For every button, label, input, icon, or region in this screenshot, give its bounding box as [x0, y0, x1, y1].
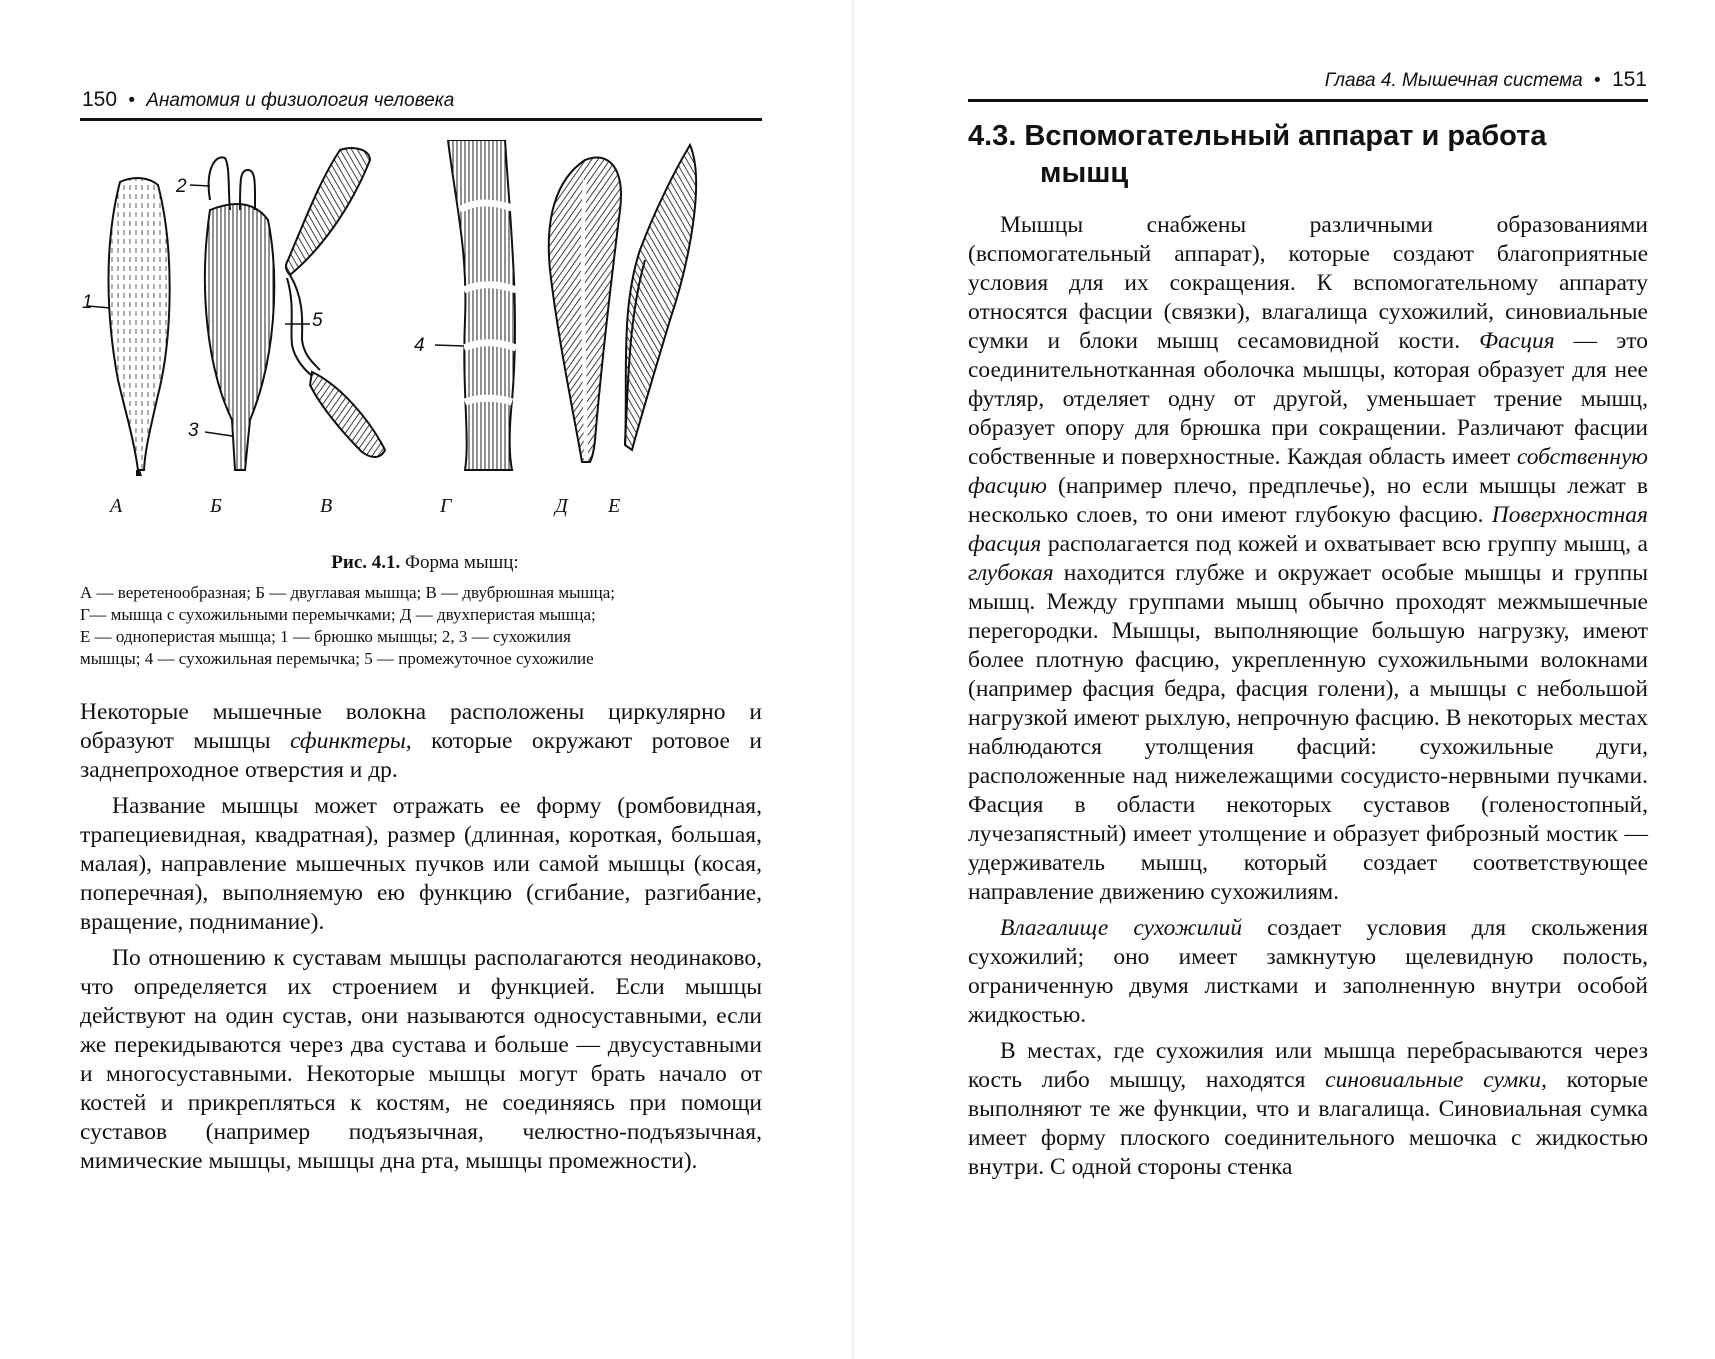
right-header-rule — [968, 99, 1648, 102]
figure-label-d: Д — [555, 495, 568, 517]
figure-label-e: Е — [608, 495, 621, 517]
paragraph — [968, 211, 1648, 907]
section-heading-line: 4.3. Вспомогательный аппарат и работа — [968, 120, 1547, 152]
left-header-title: Анатомия и физиология человека — [146, 90, 455, 111]
paragraph — [968, 1037, 1648, 1182]
italic-term: Фасция — [1479, 328, 1555, 354]
caption-legend — [80, 582, 770, 670]
text-run: находится глубже и окружает особые мышцы и группы мышц. Между группами мышц обычно проходят межмышечные перегородки. Мышцы, выполняющие большую нагрузку, имеют более плотную фасцию, укрепленную сухожильными волокнами (например фасция бедра, фасция голени), а мышцы с небольшой нагрузкой имеют рыхлую, непрочную фасцию. В некоторых местах наблюдаются утолщения фасций: сухожильные дуги, расположенные над нижележащими сосудисто-нервными пучками. Фасция в области некоторых суставов (голеностопный, лучезапястный) имеет утолщение и образует фиброзный мостик — удерживатель мышц, который создает соответствующее направление движению сухожилиям. — [968, 560, 1648, 905]
right-page — [860, 0, 1715, 1359]
paragraph — [968, 914, 1648, 1030]
caption-figure-title: Форма мышц: — [405, 552, 519, 573]
text-run: В местах, где сухожилия или мышца перебрасываются через кость либо мышцу, находятся — [968, 1038, 1648, 1093]
text-run: которые выполняют те же функции, что и влагалища. Синовиальная сумка имеет форму плоского соединительного мешочка с жидкостью внутри. С одной стороны стенка — [968, 1067, 1648, 1180]
text-run: располагается под кожей и охватывает всю группу мышц, а — [1041, 531, 1648, 557]
caption-line: А — веретенообразная; Б — двуглавая мышца; В — двубрюшная мышца; — [80, 583, 616, 602]
figure-number-4: 4 — [414, 335, 425, 356]
left-running-head — [82, 88, 454, 113]
left-page-number: 150 — [82, 88, 118, 111]
text-run: Некоторые мышечные волокна расположены циркулярно и образуют мышцы — [80, 699, 762, 754]
muscle-g-intersections — [448, 140, 516, 470]
paragraph: Название мышцы может отражать ее форму (ромбовидная, трапециевидная, квадратная), размер (длинная, короткая, большая, малая), направление мышечных пучков или самой мышцы (косая, поперечная), выполняемую ею функцию (сгибание, разгибание, вращение, поднимание). — [80, 793, 762, 935]
caption-line: Г— мышца с сухожильными перемычками; Д — двухперистая мышца; — [80, 605, 596, 624]
figure-number-2: 2 — [176, 176, 187, 197]
figure-label-g: Г — [440, 495, 452, 517]
right-header-title: Глава 4. Мышечная система — [1324, 70, 1583, 91]
section-heading — [968, 118, 1648, 192]
text-run: — это соединительнотканная оболочка мышцы, которая образует для нее футляр, отделяет одну от другой, уменьшает трение мышц, образует опору для брюшка при сокращении. Различают фасции собственные и поверхностные. Каждая область имеет — [968, 328, 1649, 470]
figure-label-b: Б — [210, 495, 222, 517]
pointer-3 — [205, 432, 232, 436]
italic-term: Влагалище сухожилий — [1000, 915, 1243, 941]
text-run: которые окружают ротовое и заднепроходное отверстия и др. — [80, 728, 762, 783]
text-run: Мышцы снабжены различными образованиями (вспомогательный аппарат), которые создают благоприятные условия для их сокращения. К вспомогательному аппарату относятся фасции (связки), влагалища сухожилий, синовиальные сумки и блоки мышц сесамовидной кости. — [968, 212, 1648, 354]
text-run: создает условия для скольжения сухожилий; оно имеет замкнутую щелевидную полость, ограниченную двумя листками и заполненную внутри особой жидкостью. — [968, 915, 1648, 1028]
italic-term: глубокая — [968, 560, 1054, 586]
left-header-bullet: • — [128, 90, 135, 111]
paragraph — [80, 698, 762, 785]
muscle-e-unipennate — [625, 145, 696, 450]
caption-line: мышцы; 4 — сухожильная перемычка; 5 — промежуточное сухожилие — [80, 649, 594, 668]
italic-term: собственную фасцию — [968, 444, 1648, 499]
section-heading-line: мышц — [1040, 157, 1129, 189]
figure-number-3: 3 — [188, 420, 199, 441]
italic-term: сфинктеры, — [290, 728, 412, 754]
left-body-text — [80, 698, 762, 1183]
figure-number-5: 5 — [312, 310, 323, 331]
right-body-text — [968, 211, 1648, 1189]
muscle-a-fusiform — [108, 178, 169, 476]
pointer-4 — [435, 345, 464, 346]
text-run: (например плечо, предплечье), но если мышцы лежат в несколько слоев, то они имеют глубокую фасцию. — [968, 473, 1648, 528]
caption-line: Е — одноперистая мышца; 1 — брюшко мышцы; 2, 3 — сухожилия — [80, 627, 571, 646]
right-running-head — [1325, 68, 1647, 93]
page-fold — [852, 0, 854, 1359]
left-header-rule — [80, 118, 762, 121]
caption-figure-ref: Рис. 4.1. — [331, 552, 401, 573]
right-page-number: 151 — [1611, 68, 1647, 91]
figure-label-a: А — [110, 495, 123, 517]
figure-label-v: В — [320, 495, 333, 517]
paragraph: По отношению к суставам мышцы располагаются неодинаково, что определяется их строением и функцией. Если мышцы действуют на один сустав, они называются односуставными, если же перекидываются через два сустава и больше — двусуставными и многосуставными. Некоторые мышцы могут брать начало от костей и прикрепляться к костям, не соединяясь при помощи суставов (например подъязычная, челюстно-подъязычная, мимические мышцы, мышцы дна рта, мышцы промежности). — [80, 945, 762, 1174]
italic-term: Поверхностная фасция — [968, 502, 1648, 557]
muscle-b-biceps — [205, 157, 274, 470]
muscle-v-digastric — [286, 148, 385, 457]
italic-term: синовиальные сумки, — [1325, 1067, 1547, 1093]
caption-title — [80, 552, 770, 574]
figure-number-1: 1 — [82, 292, 93, 313]
left-page — [0, 0, 850, 1359]
muscle-shapes-illustration — [80, 140, 770, 530]
right-header-bullet: • — [1594, 70, 1601, 91]
figure-caption — [80, 552, 770, 670]
muscle-d-bipennate — [549, 157, 621, 462]
pointer-2 — [190, 185, 210, 186]
muscle-shapes-figure — [80, 140, 770, 530]
